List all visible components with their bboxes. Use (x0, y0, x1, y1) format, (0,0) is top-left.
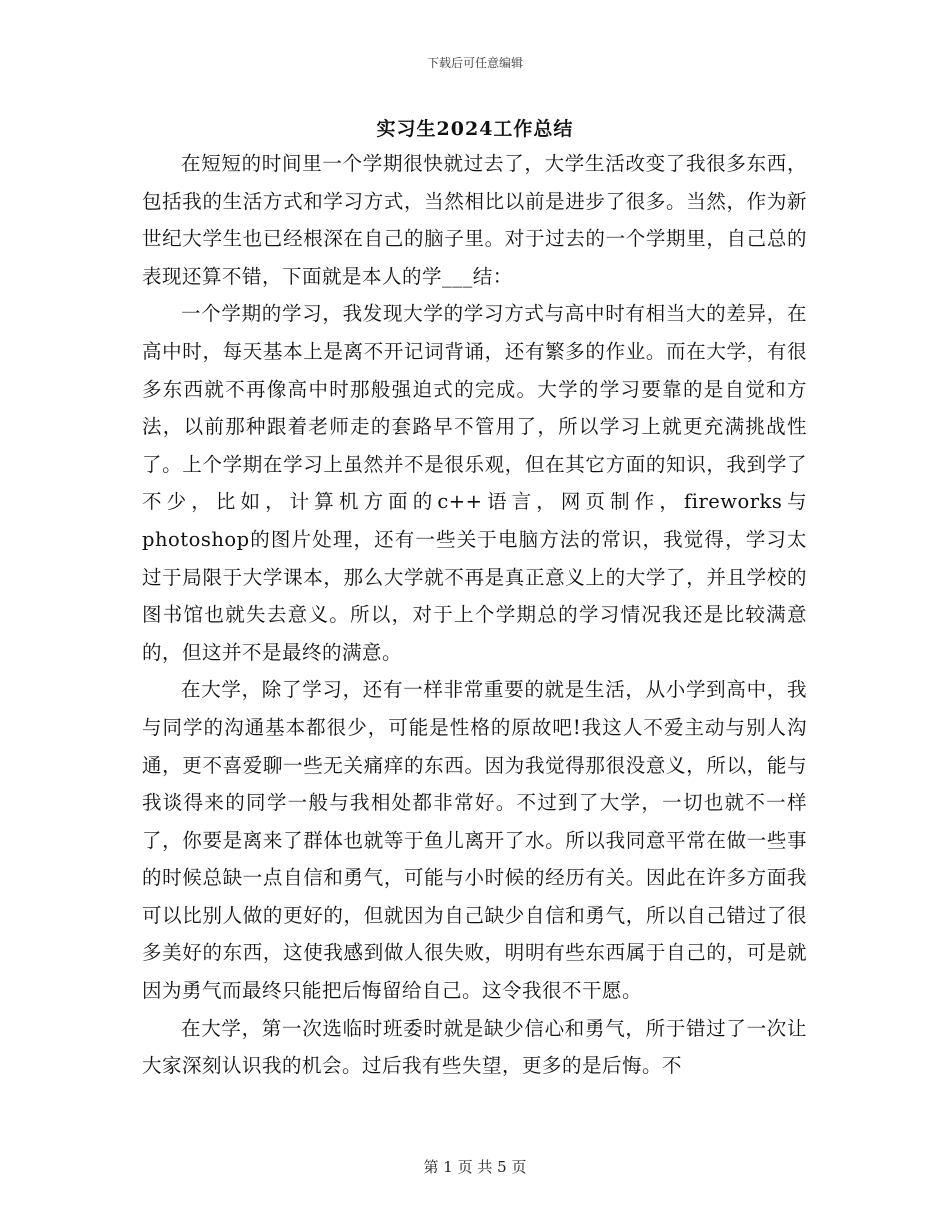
paragraph: 在短短的时间里一个学期很快就过去了，大学生活改变了我很多东西，包括我的生活方式和学习方式，当然相比以前是进步了很多。当然，作为新世纪大学生也已经根深在自己的脑子里。对于过去的一个学期里，自己总的表现还算不错，下面就是本人的学___结： (142, 152, 807, 288)
paragraph: 一个学期的学习，我发现大学的学习方式与高中时有相当大的差异，在高中时，每天基本上是离不开记词背诵，还有繁多的作业。而在大学，有很多东西就不再像高中时那般强迫式的完成。大学的学习要靠的是自觉和方法，以前那种跟着老师走的套路早不管用了，所以学习上就更充满挑战性了。上个学期在学习上虽然并不是很乐观，但在其它方面的知识，我到学了不少，比如，计算机方面的c++语言，网页制作，fireworks与photoshop的图片处理，还有一些关于电脑方法的常识，我觉得，学习太过于局限于大学课本，那么大学就不再是真正意义上的大学了，并且学校的图书馆也就失去意义。所以，对于上个学期总的学习情况我还是比较满意的，但这并不是最终的满意。 (142, 302, 807, 664)
paragraph: 在大学，第一次选临时班委时就是缺少信心和勇气，所于错过了一次让大家深刻认识我的机会。过后我有些失望，更多的是后悔。不 (142, 1016, 807, 1078)
document-body (142, 145, 807, 1085)
paragraph: 在大学，除了学习，还有一样非常重要的就是生活，从小学到高中，我与同学的沟通基本都很少，可能是性格的原故吧!我这人不爱主动与别人沟通，更不喜爱聊一些无关痛痒的东西。因为我觉得那很没意义，所以，能与我谈得来的同学一般与我相处都非常好。不过到了大学，一切也就不一样了，你要是离来了群体也就等于鱼儿离开了水。所以我同意平常在做一些事的时候总缺一点自信和勇气，可能与小时候的经历有关。因此在许多方面我可以比别人做的更好的，但就因为自己缺少自信和勇气，所以自己错过了很多美好的东西，这使我感到做人很失败，明明有些东西属于自己的，可是就因为勇气而最终只能把后悔留给自己。这令我很不干愿。 (142, 678, 807, 1003)
page-footer: 第 1 页 共 5 页 (423, 1158, 527, 1176)
page-header: 下载后可任意编辑 (426, 56, 523, 70)
document-title: 实习生2024工作总结 (376, 118, 574, 140)
